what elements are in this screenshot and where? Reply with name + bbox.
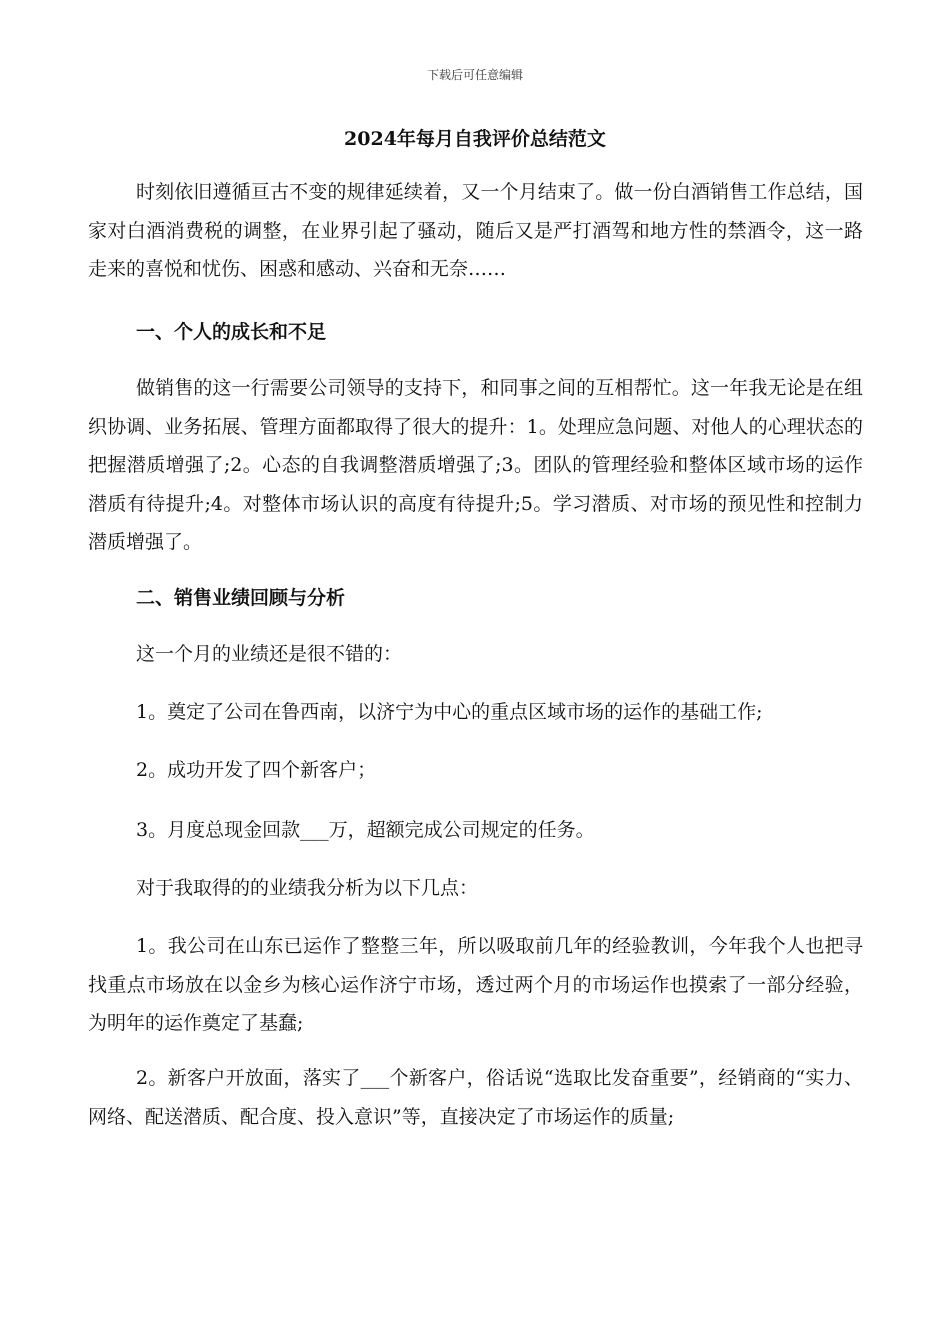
section-1-heading: 一、个人的成长和不足	[136, 321, 327, 343]
intro-paragraph: 时刻依旧遵循亘古不变的规律延续着，又一个月结束了。做一份白酒销售工作总结，国家对白酒消费税的调整，在业界引起了骚动，随后又是严打酒驾和地方性的禁酒令，这一路走来的喜悦和忧伤、困惑和感动、兴奋和无奈……	[88, 181, 863, 280]
performance-item-3: 3。月度总现金回款___万，超额完成公司规定的任务。	[136, 819, 595, 841]
performance-item-1: 1。奠定了公司在鲁西南，以济宁为中心的重点区域市场的运作的基础工作;	[136, 701, 763, 723]
page-header-note: 下载后可任意编辑	[426, 68, 523, 82]
analysis-point-1: 1。我公司在山东已运作了整整三年，所以吸取前几年的经验教训，今年我个人也把寻找重点市场放在以金乡为核心运作济宁市场，透过两个月的市场运作也摸索了一部分经验，为明年的运作奠定了基蠢;	[88, 935, 863, 1034]
performance-lead: 这一个月的业绩还是很不错的：	[136, 643, 403, 665]
section-2-heading: 二、销售业绩回顾与分析	[136, 587, 346, 609]
section-1-body: 做销售的这一行需要公司领导的支持下，和同事之间的互相帮忙。这一年我无论是在组织协调、业务拓展、管理方面都取得了很大的提升：1。处理应急问题、对他人的心理状态的把握潜质增强了;2。心态的自我调整潜质增强了;3。团队的管理经验和整体区域市场的运作潜质有待提升;4。对整体市场认识的高度有待提升;5。学习潜质、对市场的预见性和控制力潜质增强了。	[88, 377, 863, 553]
document-title: 2024年每月自我评价总结范文	[344, 128, 606, 150]
analysis-point-2: 2。新客户开放面，落实了___个新客户，俗话说“选取比发奋重要”，经销商的“实力、网络、配送潜质、配合度、投入意识”等，直接决定了市场运作的质量;	[88, 1067, 863, 1128]
analysis-lead: 对于我取得的的业绩我分析为以下几点：	[136, 877, 479, 899]
performance-item-2: 2。成功开发了四个新客户；	[136, 759, 377, 781]
